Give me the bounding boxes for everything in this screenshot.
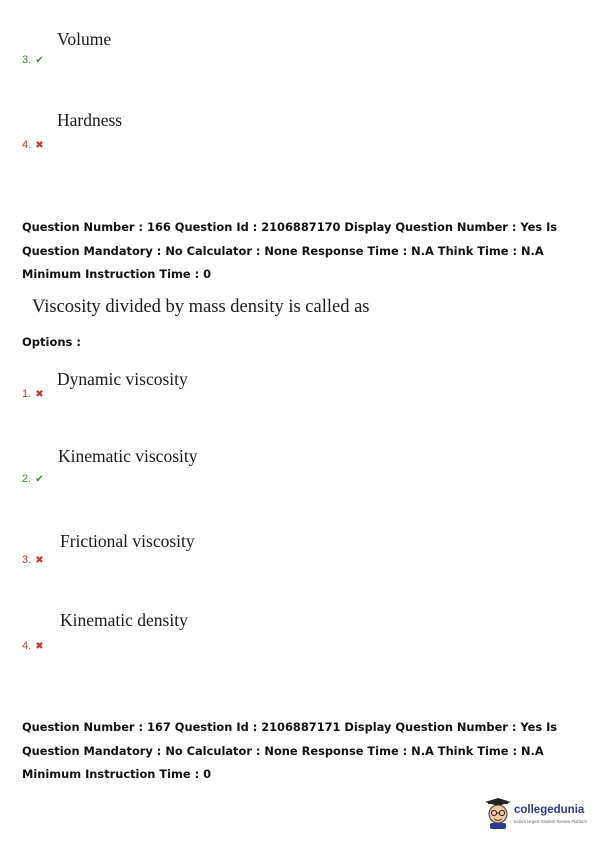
option-number: 3. ✖ xyxy=(22,554,44,566)
option-text: Volume xyxy=(57,29,112,49)
cross-icon: ✖ xyxy=(35,140,44,151)
option-text: Kinematic viscosity xyxy=(58,446,198,466)
question-166-text: Viscosity divided by mass density is called as xyxy=(32,297,370,317)
option-text: Hardness xyxy=(57,110,123,130)
option-number: 3. ✔ xyxy=(22,54,44,66)
option-text: Dynamic viscosity xyxy=(57,369,188,389)
cross-icon: ✖ xyxy=(35,555,44,566)
option-number: 4. ✖ xyxy=(22,139,44,151)
question-167-meta: Question Number : 167 Question Id : 2106887171 Display Question Number : Yes Is Question Mandatory : No Calculator : None Response Time : N.A Think Time : N.A Minimum Instruction Time : 0 xyxy=(22,720,558,781)
logo-name: collegedunia xyxy=(514,804,585,816)
cross-icon: ✖ xyxy=(35,389,44,400)
option-text: Kinematic density xyxy=(60,610,188,630)
option-text: Frictional viscosity xyxy=(60,531,195,551)
collegedunia-logo xyxy=(484,798,590,832)
option-number: 4. ✖ xyxy=(22,640,44,652)
check-icon: ✔ xyxy=(35,474,44,485)
option-number: 1. ✖ xyxy=(22,388,44,400)
mascot-icon xyxy=(484,798,512,830)
options-label: Options : xyxy=(22,335,81,349)
question-166-meta: Question Number : 166 Question Id : 2106887170 Display Question Number : Yes Is Question Mandatory : No Calculator : None Response Time : N.A Think Time : N.A Minimum Instruction Time : 0 xyxy=(22,220,558,281)
cross-icon: ✖ xyxy=(35,641,44,652)
option-number: 2. ✔ xyxy=(22,473,44,485)
logo-tagline: India's largest Student Review Platform xyxy=(514,819,587,824)
check-icon: ✔ xyxy=(35,55,44,66)
